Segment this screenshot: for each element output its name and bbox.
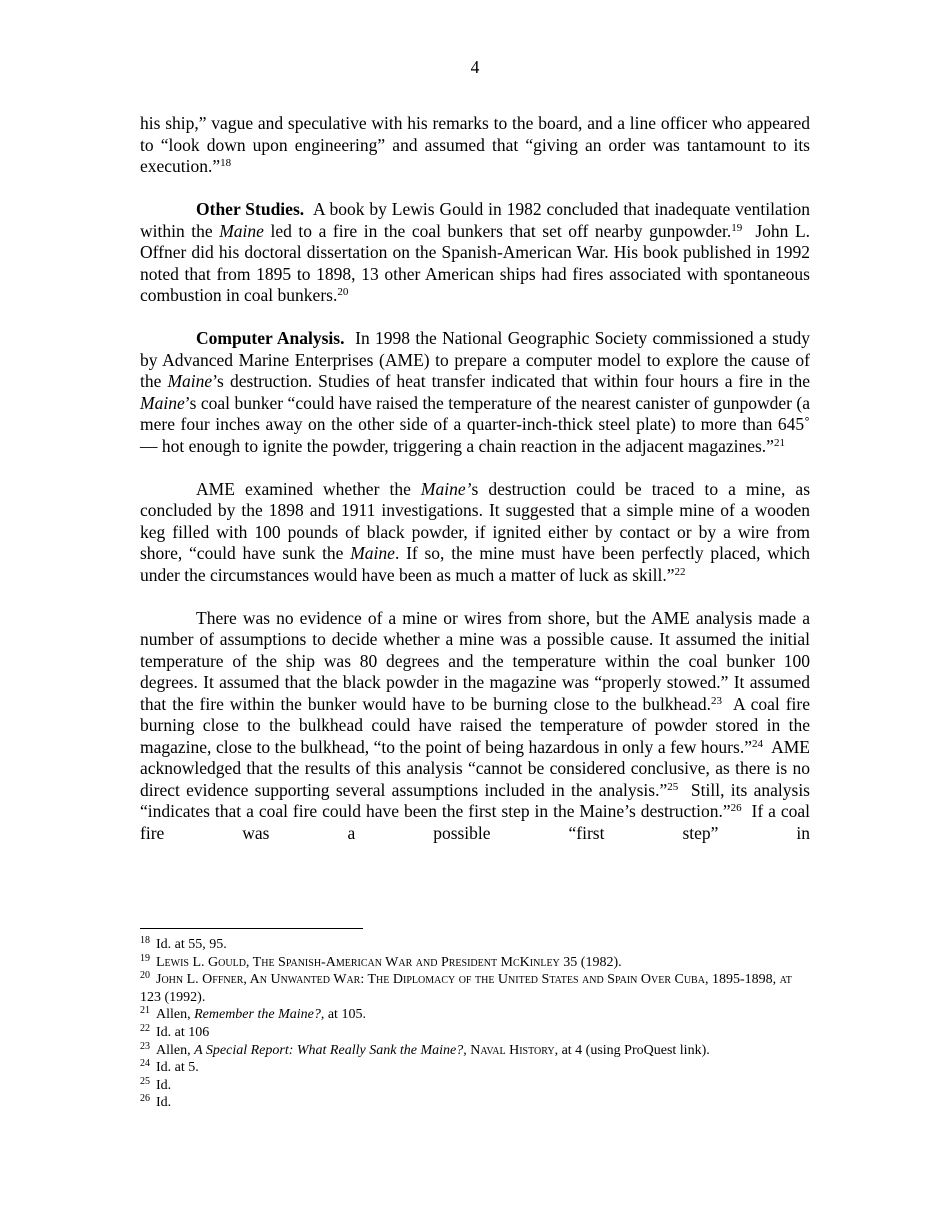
footnote-text: Allen,: [156, 1007, 195, 1023]
footnote-journal: Naval History: [470, 1042, 555, 1058]
footnote-text: Id. at 106: [156, 1024, 210, 1040]
footnote-19: [140, 954, 810, 972]
footnote-ref-24[interactable]: 24: [751, 737, 763, 750]
footnote-number: 19: [140, 952, 150, 964]
footnote-20: [140, 971, 810, 1006]
footnote-ref-22[interactable]: 22: [674, 565, 686, 578]
footnote-title: A Special Report: What Really Sank the Maine?: [194, 1042, 464, 1058]
footnotes: [140, 936, 810, 1112]
paragraph-text: led to a fire in the coal bunkers that set off nearby gunpowder.: [263, 220, 732, 241]
paragraph-text: his ship,” vague and speculative with his remarks to the board, and a line officer who appeared to “look down upon engineering” and assumed that “giving an order was tantamount to its execution.”: [140, 113, 810, 176]
footnote-number: 21: [140, 1005, 150, 1017]
ship-name: Maine: [350, 543, 395, 563]
paragraph-text: Still, its analysis “indicates that a coal fire could have been the first step in the Maine’s destruction.”: [140, 779, 810, 821]
footnote-text: Id.: [156, 1077, 172, 1093]
footnote-number: 22: [140, 1022, 150, 1034]
footnote-21: [140, 1006, 810, 1024]
paragraph-text: AME examined whether the: [196, 478, 421, 499]
footnote-number: 23: [140, 1040, 150, 1052]
footnote-number: 24: [140, 1058, 150, 1070]
paragraph-text: A book by Lewis Gould in 1982 concluded that inadequate ventilation within the: [140, 199, 810, 241]
paragraph-text: ’s destruction. Studies of heat transfer indicated that within four hours a fire in the: [212, 371, 810, 391]
footnote-ref-23[interactable]: 23: [710, 694, 722, 707]
footnote-text: Id. at 55, 95.: [156, 937, 227, 952]
paragraph-text: A coal fire burning close to the bulkhead could have raised the temperature of powder stored in the magazine, close to the bulkhead, “to the point of being hazardous in only a few hours.”: [140, 693, 810, 757]
footnote-text: , at 105.: [320, 1007, 366, 1023]
footnote-number: 26: [140, 1093, 150, 1105]
paragraph-text: s destruction could be traced to a mine, as concluded by the 1898 and 1911 investigations. It suggested that a simple mine of a wooden keg filled with 100 pounds of black powder, if ignited either by contact or by a wire from shore, “could have sunk the: [140, 478, 811, 563]
footnote-number: 18: [140, 935, 150, 946]
footnote-ref-20[interactable]: 20: [337, 286, 349, 298]
footnote-text: John L. Offner, An Unwanted War: The Diplomacy of the United States and Spain Over Cuba, 1895-1898, at 123 (1992).: [140, 972, 792, 1005]
footnote-number: 25: [140, 1075, 150, 1087]
paragraph-other-studies: [140, 199, 810, 307]
footnote-ref-26[interactable]: 26: [730, 802, 742, 814]
paragraph-continuation: [140, 113, 810, 178]
ship-name: Maine’: [420, 478, 472, 499]
ship-name: Maine: [219, 220, 264, 241]
paragraph-computer-analysis: [140, 328, 810, 457]
paragraph-ame-mine: [140, 479, 810, 587]
section-heading: Computer Analysis.: [196, 328, 345, 348]
footnote-ref-19[interactable]: 19: [731, 221, 743, 234]
footnote-text: ,: [463, 1042, 471, 1058]
body-text: [140, 113, 810, 844]
paragraph-text: John L. Offner did his doctoral dissertation on the Spanish-American War. His book published in 1992 noted that from 1895 to 1898, 13 other American ships had fires associated with spontaneous combustion in coal bunkers.: [140, 220, 811, 305]
paragraph-text: There was no evidence of a mine or wires from shore, but the AME analysis made a number of assumptions to decide whether a mine was a possible cause. It assumed the initial temperature of the ship was 80 degrees and the temperature within the coal bunker 100 degrees. It assumed that the black powder in the magazine was “properly stowed.” It assumed that the fire within the bunker would have to be burning close to the bulkhead.: [140, 607, 810, 714]
footnote-25: [140, 1077, 810, 1095]
ship-name: Maine: [140, 392, 185, 413]
paragraph-text: If a coal fire was a possible “first step” in: [140, 801, 811, 843]
paragraph-text: ’s coal bunker “could have raised the temperature of the nearest canister of gunpowder (a mere four inches away on the other side of a quarter-inch-thick steel plate) to more than 645˚ — hot enough to ignite the powder, triggering a chain reaction in the adjacent magazines.”: [140, 392, 810, 456]
footnote-title: Remember the Maine?: [194, 1007, 321, 1023]
ship-name: Maine: [167, 371, 213, 391]
paragraph-text: In 1998 the National Geographic Society commissioned a study by Advanced Marine Enterprises (AME) to prepare a computer model to explore the cause of the: [140, 328, 810, 391]
section-heading: Other Studies.: [196, 199, 305, 219]
footnote-text: Lewis L. Gould, The Spanish-American War and President McKinley 35 (1982).: [156, 954, 622, 970]
footnote-divider: [140, 928, 363, 929]
footnote-text: Allen,: [156, 1042, 195, 1058]
footnote-text: , at 4 (using ProQuest link).: [554, 1042, 710, 1058]
footnote-22: [140, 1024, 810, 1042]
footnote-26: [140, 1094, 810, 1112]
paragraph-assumptions: [140, 608, 810, 845]
footnote-ref-21[interactable]: 21: [773, 436, 785, 449]
page-number: 4: [470, 57, 480, 77]
footnote-24: [140, 1059, 810, 1077]
footnote-ref-18[interactable]: 18: [220, 157, 232, 169]
paragraph-text: AME acknowledged that the results of this analysis “cannot be considered conclusive, as there is no direct evidence supporting several assumptions included in the analysis.”: [140, 736, 810, 800]
footnote-18: [140, 936, 810, 954]
footnote-text: Id.: [156, 1095, 172, 1111]
footnote-text: Id. at 5.: [156, 1060, 199, 1076]
footnote-23: [140, 1042, 810, 1060]
paragraph-text: . If so, the mine must have been perfectly placed, which under the circumstances would have been as much a matter of luck as skill.”: [140, 543, 810, 585]
footnote-number: 20: [140, 970, 150, 982]
footnote-ref-25[interactable]: 25: [667, 780, 679, 793]
